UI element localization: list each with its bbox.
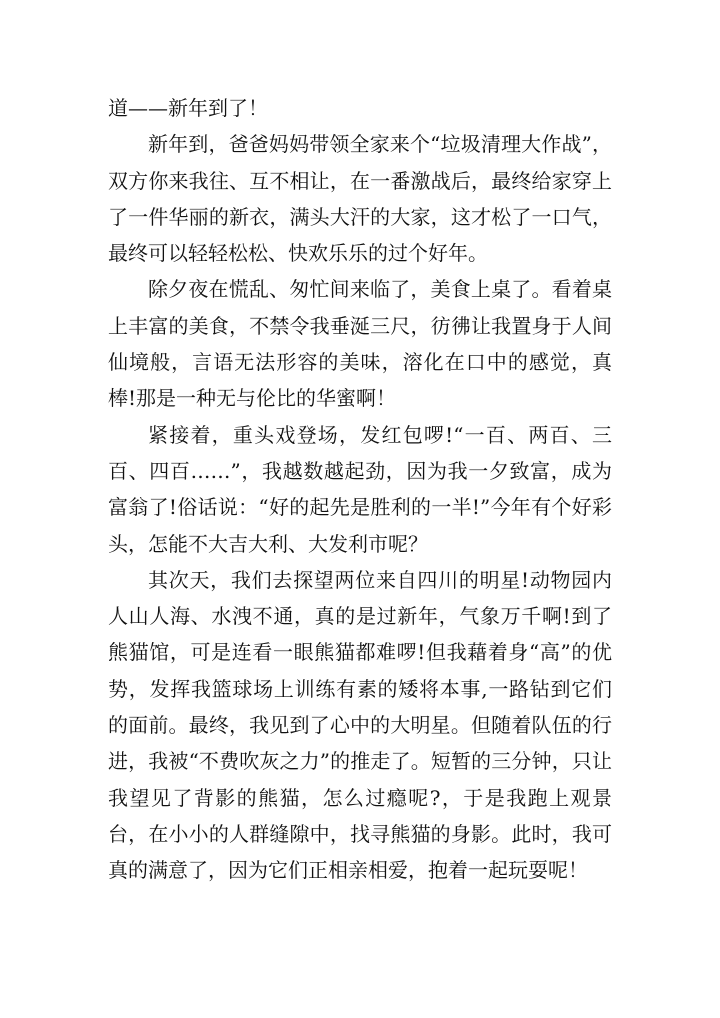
paragraph-zoo-pandas: 其次天，我们去探望两位来自四川的明星!动物园内人山人海、水洩不通，真的是过新年，气象万千啊!到了熊猫馆，可是连看一眼熊猫都难啰!但我藉着身“高”的优势，发挥我篮球场上训练有素的矮将本事,一路钻到它们的面前。最终，我见到了心中的大明星。但随着队伍的行进，我被“不费吹灰之力”的推走了。短暂的三分钟，只让我望见了背影的熊猫，怎么过瘾呢?，于是我跑上观景台，在小小的人群缝隙中，找寻熊猫的身影。此时，我可真的满意了，因为它们正相亲相爱，抱着一起玩耍呢！ xyxy=(108,567,612,883)
paragraph-new-year-cleaning: 新年到，爸爸妈妈带领全家来个“垃圾清理大作战”，双方你来我往、互不相让，在一番激战后，最终给家穿上了一件华丽的新衣，满头大汗的大家，这才松了一口气，最终可以轻轻松松、快欢乐乐的过个好年。 xyxy=(108,132,612,266)
paragraph-red-envelopes: 紧接着，重头戏登场，发红包啰!“一百、两百、三百、四百……”，我越数越起劲，因为我一夕致富，成为富翁了!俗话说：“好的起先是胜利的一半!”今年有个好彩头，怎能不大吉大利、大发利市呢？ xyxy=(108,422,612,556)
document-body xyxy=(108,90,612,889)
paragraph-new-years-eve-dinner: 除夕夜在慌乱、匆忙间来临了，美食上桌了。看着桌上丰富的美食，不禁令我垂涎三尺，彷彿让我置身于人间仙境般，言语无法形容的美味，溶化在口中的感觉，真棒!那是一种无与伦比的华蜜啊！ xyxy=(108,277,612,411)
paragraph-continuation: 道——新年到了！ xyxy=(108,96,268,120)
